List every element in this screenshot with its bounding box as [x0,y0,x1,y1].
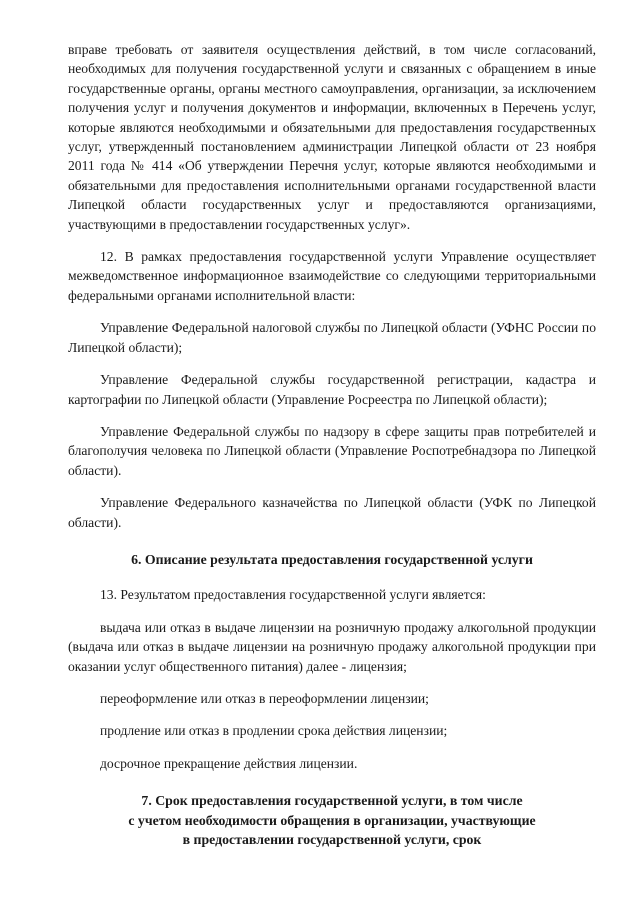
section-heading-7-line-3: в предоставлении государственной услуги, срок [182,832,482,847]
agency-item-ufk: Управление Федерального казначейства по Липецкой области (УФК по Липецкой области). [68,495,596,530]
agency-item-rospotrebnadzor: Управление Федеральной службы по надзору в сфере защиты прав потребителей и благополучия человека по Липецкой области (Управление Роспотребнадзора по Липецкой области). [68,423,596,478]
agency-item-fns: Управление Федеральной налоговой службы по Липецкой области (УФНС России по Липецкой области); [68,320,596,355]
result-item-license: выдача или отказ в выдаче лицензии на розничную продажу алкогольной продукции (выдача или отказ в выдаче лицензии на розничную продажу алкогольной продукции при оказании услуг общественного питания) далее - лицензия; [68,619,596,674]
result-item-reissue: переоформление или отказ в переоформлении лицензии; [100,690,429,706]
paragraph-12: 12. В рамках предоставления государственной услуги Управление осуществляет межведомственное информационное взаимодействие со следующими территориальными федеральными органами исполнительной власти: [68,249,596,303]
paragraph-continuation: вправе требовать от заявителя осуществления действий, в том числе согласований, необходимых для получения государственной услуги и связанных с обращением в иные государственные органы, органы местного самоуправления, организации, за исключением получения услуг и получения документов и информации, включенных в Перечень услуг, которые являются необходимыми и обязательными для предоставления государственных услуг, утвержденный постановлением администрации Липецкой области от 23 ноября 2011 года № 414 «Об утверждении Перечня услуг, которые являются необходимыми и обязательными для предоставления исполнительными органами государственной власти Липецкой области государственных услуг и предоставляются организациями, участвующими в предоставлении государственных услуг». [68,42,596,232]
paragraph-13: 13. Результатом предоставления государственной услуги является: [100,587,486,603]
result-item-termination: досрочное прекращение действия лицензии. [100,755,358,771]
section-heading-7-line-2: с учетом необходимости обращения в организации, участвующие [128,812,536,828]
section-heading-7-line-1: 7. Срок предоставления государственной услуги, в том числе [141,793,523,809]
agency-item-rosreestr: Управление Федеральной службы государственной регистрации, кадастра и картографии по Липецкой области (Управление Росреестра по Липецкой области); [68,372,596,407]
section-heading-6: 6. Описание результата предоставления государственной услуги [131,551,533,567]
result-item-extension: продление или отказ в продлении срока действия лицензии; [100,723,448,739]
document-body [68,40,596,849]
section-heading-7 [68,791,596,849]
